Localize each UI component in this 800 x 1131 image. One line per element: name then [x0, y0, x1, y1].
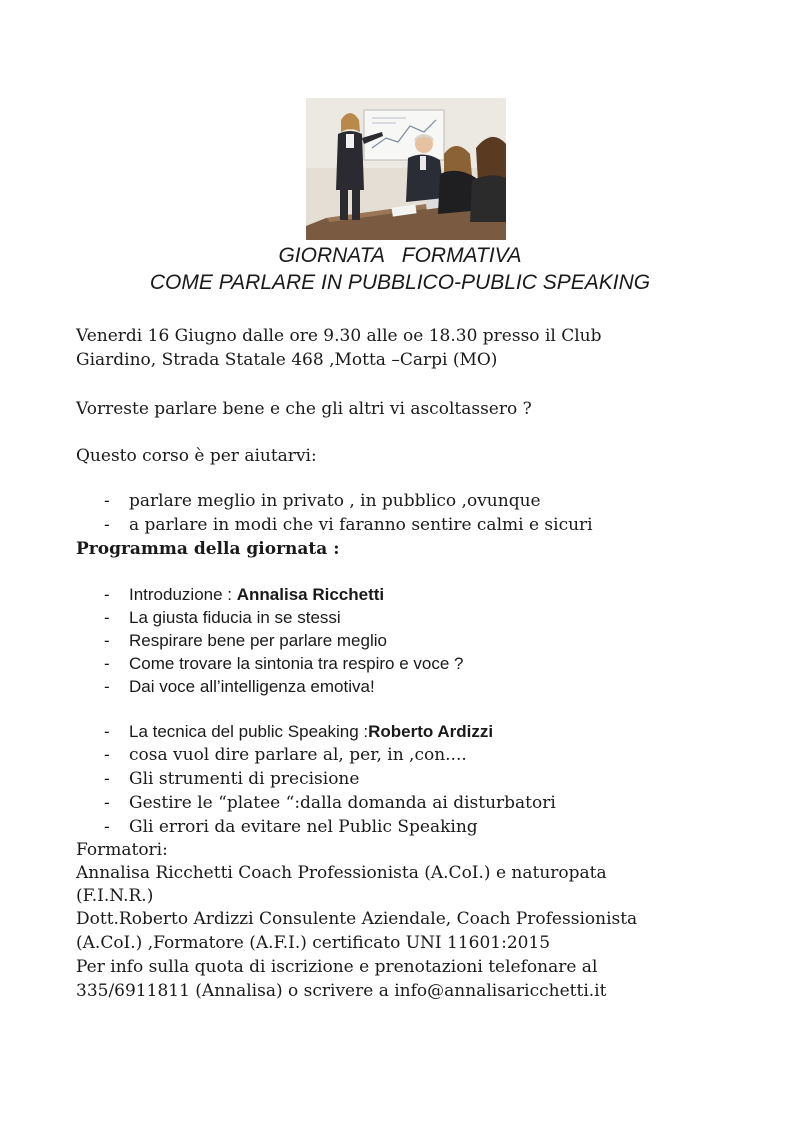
formatori-line: (A.CoI.) ,Formatore (A.F.I.) certificato UNI 11601:2015	[76, 933, 551, 953]
speaker-name: Annalisa Ricchetti	[236, 585, 385, 604]
program-item-text: cosa vuol dire parlare al, per, in ,con....	[129, 745, 467, 765]
bullet-dash: -	[104, 631, 110, 650]
title-line-1: GIORNATA FORMATIVA	[278, 244, 522, 267]
formatori-line: Dott.Roberto Ardizzi Consulente Aziendale, Coach Professionista	[76, 909, 638, 929]
program-lead-text: La tecnica del public Speaking :	[129, 722, 369, 741]
program-item-text: Respirare bene per parlare meglio	[129, 631, 387, 650]
meeting-illustration	[306, 98, 506, 240]
presentation-photo	[306, 98, 506, 240]
benefit-text: parlare meglio in privato , in pubblico ,ovunque	[129, 491, 541, 511]
program-item-text: Gli strumenti di precisione	[129, 769, 360, 789]
benefit-text: a parlare in modi che vi faranno sentire calmi e sicuri	[129, 515, 593, 535]
bullet-dash: -	[104, 585, 110, 604]
bullet-dash: -	[104, 677, 110, 696]
event-date-line-1: Venerdi 16 Giugno dalle ore 9.30 alle oe 18.30 presso il Club	[76, 326, 602, 346]
bullet-dash: -	[104, 793, 110, 813]
program-item-text: Dai voce all’intelligenza emotiva!	[129, 677, 375, 696]
bullet-dash: -	[104, 491, 110, 511]
bullet-dash: -	[104, 515, 110, 535]
bullet-dash: -	[104, 745, 110, 765]
speaker-name: Roberto Ardizzi	[368, 722, 494, 741]
program-item-text: Come trovare la sintonia tra respiro e voce ?	[129, 654, 464, 673]
course-purpose: Questo corso è per aiutarvi:	[76, 446, 317, 466]
title-line-2: COME PARLARE IN PUBBLICO-PUBLIC SPEAKING	[149, 271, 651, 294]
formatori-label: Formatori:	[76, 840, 168, 860]
program-item-label	[129, 583, 384, 607]
bullet-dash: -	[104, 817, 110, 837]
program-item-text: La giusta fiducia in se stessi	[129, 608, 341, 627]
bullet-dash: -	[104, 769, 110, 789]
programma-heading: Programma della giornata :	[76, 539, 340, 559]
program-item-label	[129, 720, 493, 744]
bullet-dash: -	[104, 608, 110, 627]
program-item-text: Gestire le “platee “:dalla domanda ai disturbatori	[129, 793, 556, 813]
formatori-line: Annalisa Ricchetti Coach Professionista (A.CoI.) e naturopata	[76, 863, 607, 883]
contact-line: Per info sulla quota di iscrizione e prenotazioni telefonare al	[76, 957, 598, 977]
formatori-line: (F.I.N.R.)	[76, 886, 154, 906]
program-lead-text: Introduzione :	[129, 585, 237, 604]
bullet-dash: -	[104, 654, 110, 673]
contact-line: 335/6911811 (Annalisa) o scrivere a info@annalisaricchetti.it	[76, 981, 607, 1001]
event-date-line-2: Giardino, Strada Statale 468 ,Motta –Carpi (MO)	[76, 350, 498, 370]
bullet-dash: -	[104, 722, 110, 741]
intro-question: Vorreste parlare bene e che gli altri vi ascoltassero ?	[76, 399, 532, 419]
program-item-text: Gli errori da evitare nel Public Speaking	[129, 817, 478, 837]
